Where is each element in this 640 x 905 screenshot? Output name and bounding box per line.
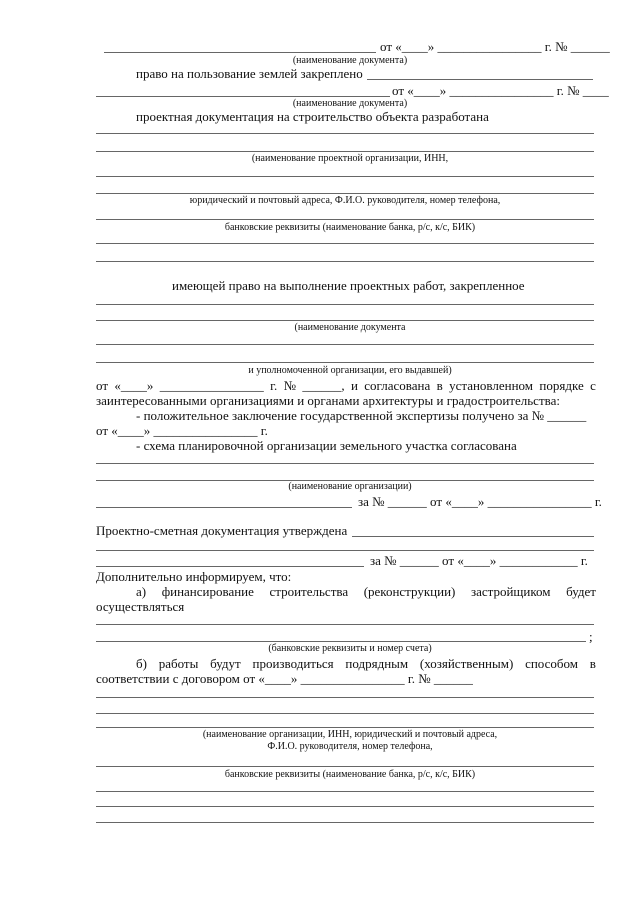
fill-line-project-4[interactable] — [96, 193, 594, 194]
land-right-text: право на пользование землей закреплено — [136, 66, 363, 81]
agreement-word: в — [436, 378, 443, 393]
land-doc-date-number: от «____» ________________ г. № ____ — [392, 83, 609, 98]
item-b-line-1 — [136, 656, 596, 671]
fill-line-rights-3[interactable] — [96, 344, 594, 345]
expertise-date: от «____» ________________ г. — [96, 423, 268, 438]
item-a-line-1 — [136, 584, 596, 599]
item-a-word: а) — [136, 584, 147, 599]
fill-line-rights-1[interactable] — [96, 304, 594, 305]
fill-line-site-plan-1[interactable] — [96, 463, 594, 464]
caption-contractor-bank: банковские реквизиты (наименование банка, р/с, к/с, БИК) — [224, 769, 476, 780]
item-b-word: (хозяйственным) — [419, 656, 514, 671]
fill-line-approval-3[interactable] — [96, 566, 364, 567]
item-b-word: производиться — [252, 656, 334, 671]
rights-text: имеющей право на выполнение проектных работ, закрепленное — [172, 278, 525, 293]
agreement-word: от — [96, 378, 109, 393]
fill-line-approval-1[interactable] — [352, 536, 594, 537]
item-a-word: (реконструкции) — [363, 584, 456, 599]
item-a-word: будет — [566, 584, 596, 599]
agreement-word: с — [590, 378, 596, 393]
approval-text: Проектно-сметная документация утверждена — [96, 523, 348, 538]
agreement-word: установленном — [449, 378, 534, 393]
agreement-word: г. — [270, 378, 278, 393]
agreement-word: согласована — [364, 378, 431, 393]
caption-organization: (наименование организации) — [288, 481, 412, 492]
fill-line-land-doc-2[interactable] — [96, 96, 390, 97]
fill-line-doc-name[interactable] — [104, 52, 376, 53]
project-docs-text: проектная документация на строительство объекта разработана — [136, 109, 489, 124]
fill-line-financing-2[interactable] — [96, 641, 586, 642]
caption-design-org-bank: банковские реквизиты (наименование банка, р/с, к/с, БИК) — [224, 222, 476, 233]
fill-line-contractor-2[interactable] — [96, 713, 594, 714]
expertise-bullet: - положительное заключение государственной экспертизы получено за № ______ — [136, 408, 587, 423]
agreement-word: «____» — [114, 378, 154, 393]
item-b-word: в — [589, 656, 596, 671]
fill-line-project-3[interactable] — [96, 176, 594, 177]
item-a-word: строительства — [269, 584, 349, 599]
item-b-line-2: соответствии с договором от «____» ________________ г. № ______ — [96, 671, 473, 686]
fill-line-land-doc[interactable] — [367, 79, 593, 80]
fill-line-project-2[interactable] — [96, 151, 594, 152]
agreement-word: ______, — [302, 378, 345, 393]
caption-land-doc-name: (наименование документа) — [292, 98, 408, 109]
agreement-word: ________________ — [159, 378, 264, 393]
fill-line-rights-2[interactable] — [96, 320, 594, 321]
fill-line-contractor-1[interactable] — [96, 697, 594, 698]
item-a-word: застройщиком — [470, 584, 551, 599]
fill-line-project-6[interactable] — [96, 243, 594, 244]
caption-design-org: (наименование проектной организации, ИНН, — [251, 153, 449, 164]
fill-line-contractor-5[interactable] — [96, 791, 594, 792]
fill-line-project-1[interactable] — [96, 133, 594, 134]
caption-design-org-address: юридический и почтовый адреса, Ф.И.О. руководителя, номер телефона, — [189, 195, 501, 206]
site-plan-bullet: - схема планировочной организации земельного участка согласована — [136, 438, 517, 453]
fill-line-project-5[interactable] — [96, 219, 594, 220]
org-za-line: за № ______ от «____» ________________ г. — [358, 494, 602, 509]
agreement-line-2: заинтересованными организациями и органами архитектуры и градостроительства: — [96, 393, 560, 408]
item-b-word: работы — [158, 656, 199, 671]
approval-za-line: за № ______ от «____» ____________ г. — [370, 553, 588, 568]
caption-contractor-2: Ф.И.О. руководителя, номер телефона, — [267, 741, 433, 752]
fill-line-contractor-7[interactable] — [96, 822, 594, 823]
agreement-word: № — [283, 378, 296, 393]
item-b-word: будут — [210, 656, 241, 671]
agreement-line-1 — [96, 378, 596, 393]
item-a-line-2: осуществляться — [96, 599, 185, 614]
caption-rights-doc: (наименование документа — [294, 322, 406, 333]
fill-line-rights-4[interactable] — [96, 362, 594, 363]
fill-line-contractor-6[interactable] — [96, 806, 594, 807]
fill-line-org[interactable] — [96, 507, 352, 508]
semicolon: ; — [589, 629, 593, 644]
fill-line-contractor-4[interactable] — [96, 766, 594, 767]
agreement-word: и — [350, 378, 358, 393]
fill-line-financing-1[interactable] — [96, 624, 594, 625]
item-b-word: подрядным — [345, 656, 409, 671]
fill-line-approval-2[interactable] — [96, 550, 594, 551]
additional-intro: Дополнительно информируем, что: — [96, 569, 292, 584]
fill-line-contractor-3[interactable] — [96, 727, 594, 728]
caption-rights-authority: и уполномоченной организации, его выдавшей) — [248, 365, 452, 376]
caption-bank-account: (банковские реквизиты и номер счета) — [268, 643, 432, 654]
agreement-word: порядке — [539, 378, 584, 393]
caption-contractor-1: (наименование организации, ИНН, юридический и почтовый адреса, — [202, 729, 498, 740]
doc-date-number: от «____» ________________ г. № ______ — [380, 39, 610, 54]
item-b-word: б) — [136, 656, 147, 671]
item-b-word: способом — [525, 656, 578, 671]
fill-line-project-7[interactable] — [96, 261, 594, 262]
item-a-word: финансирование — [161, 584, 254, 599]
caption-doc-name: (наименование документа) — [292, 55, 408, 66]
